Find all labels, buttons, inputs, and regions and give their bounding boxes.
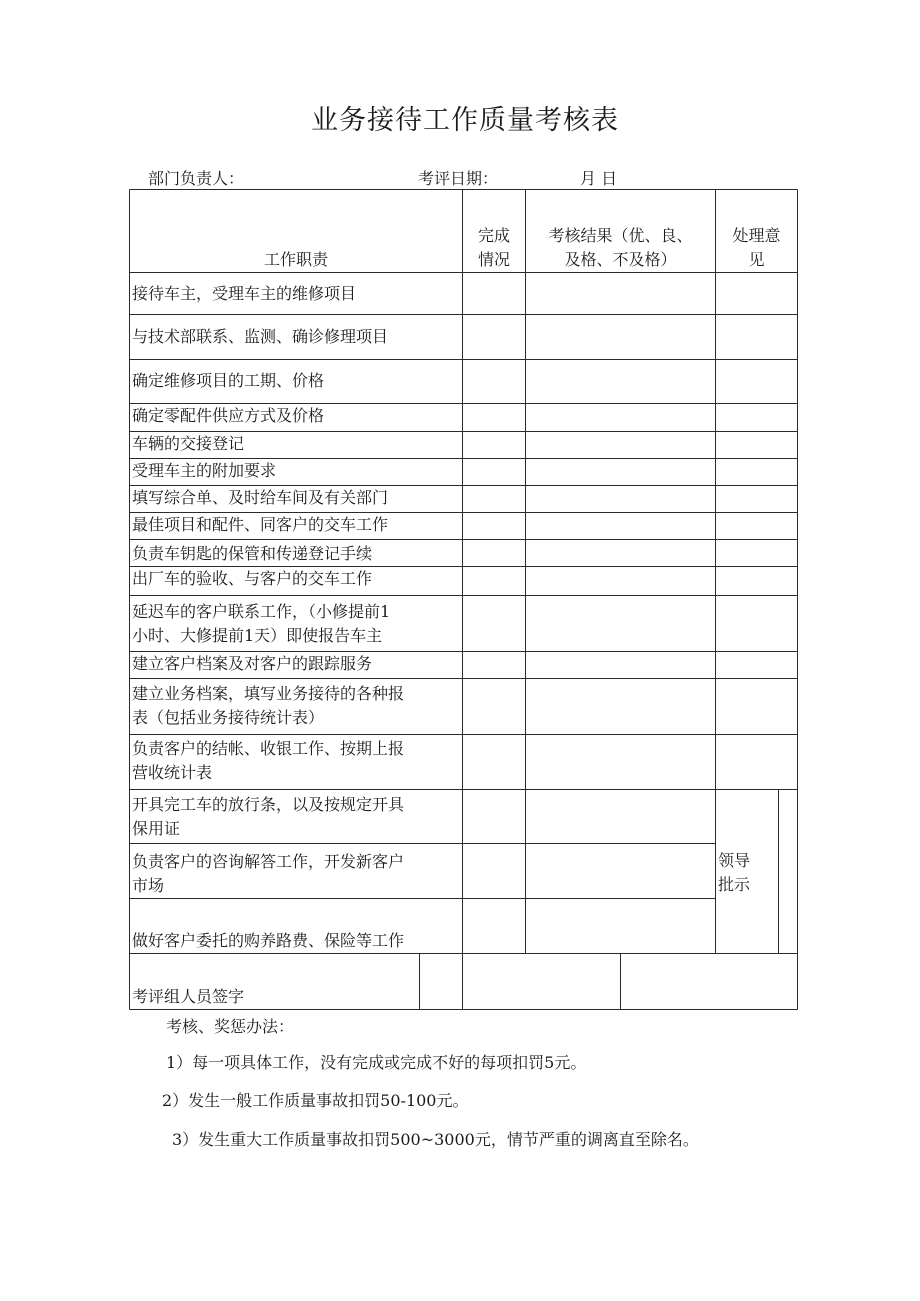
duty-row-3: 确定维修项目的工期、价格: [132, 371, 325, 390]
col-header-completion-line1: 完成: [477, 226, 510, 245]
dept-head-label: 部门负责人：: [148, 169, 245, 188]
signature-label: 考评组人员签字: [132, 987, 245, 1006]
duty-row-14-line1: 负责客户的结帐、收银工作、按期上报: [132, 739, 405, 758]
duty-row-4: 确定零配件供应方式及价格: [132, 406, 325, 425]
leader-approval-line2: 批示: [718, 875, 751, 894]
notes-heading: 考核、奖惩办法：: [166, 1017, 295, 1036]
col-header-completion-line2: 情况: [477, 250, 510, 269]
duty-row-9: 负责车钥匙的保管和传递登记手续: [132, 544, 373, 563]
duty-row-7: 填写综合单、及时给车间及有关部门: [132, 488, 389, 507]
notes-item-1: 1）每一项具体工作，没有完成或完成不好的每项扣罚5元。: [166, 1053, 587, 1072]
col-header-duty: 工作职责: [263, 250, 328, 269]
eval-date-suffix: 月 日: [580, 169, 618, 188]
col-header-opinion-line2: 见: [748, 250, 765, 269]
eval-date-label: 考评日期：: [418, 169, 499, 188]
duty-row-1: 接待车主，受理车主的维修项目: [132, 284, 357, 303]
duty-row-13-line2: 表（包括业务接待统计表）: [132, 708, 325, 727]
col-header-result-line1: 考核结果（优、良、: [548, 226, 693, 245]
duty-row-11-line1: 延迟车的客户联系工作，（小修提前1: [132, 602, 391, 621]
duty-row-5: 车辆的交接登记: [132, 434, 245, 453]
leader-approval-line1: 领导: [718, 851, 751, 870]
duty-row-13-line1: 建立业务档案，填写业务接待的各种报: [132, 684, 405, 703]
duty-row-8: 最佳项目和配件、同客户的交车工作: [132, 515, 389, 534]
duty-row-16-line1: 负责客户的咨询解答工作，开发新客户: [132, 852, 405, 871]
duty-row-14-line2: 营收统计表: [132, 763, 213, 782]
col-header-opinion-line1: 处理意: [732, 226, 781, 245]
duty-row-10: 出厂车的验收、与客户的交车工作: [132, 569, 373, 588]
duty-row-6: 受理车主的附加要求: [132, 461, 277, 480]
duty-row-11-line2: 小时、大修提前1天）即使报告车主: [132, 626, 383, 645]
notes-item-3: 3）发生重大工作质量事故扣罚500~3000元，情节严重的调离直至除名。: [172, 1130, 699, 1149]
duty-row-16-line2: 市场: [132, 876, 165, 895]
col-header-result-line2: 及格、不及格）: [564, 250, 677, 269]
duty-row-17: 做好客户委托的购养路费、保险等工作: [132, 931, 405, 950]
notes-item-2: 2）发生一般工作质量事故扣罚50-100元。: [162, 1091, 469, 1110]
page-title: 业务接待工作质量考核表: [311, 105, 619, 136]
duty-row-2: 与技术部联系、监测、确诊修理项目: [132, 327, 389, 346]
duty-row-15-line1: 开具完工车的放行条，以及按规定开具: [132, 795, 405, 814]
duty-row-15-line2: 保用证: [132, 819, 181, 838]
duty-row-12: 建立客户档案及对客户的跟踪服务: [132, 654, 373, 673]
